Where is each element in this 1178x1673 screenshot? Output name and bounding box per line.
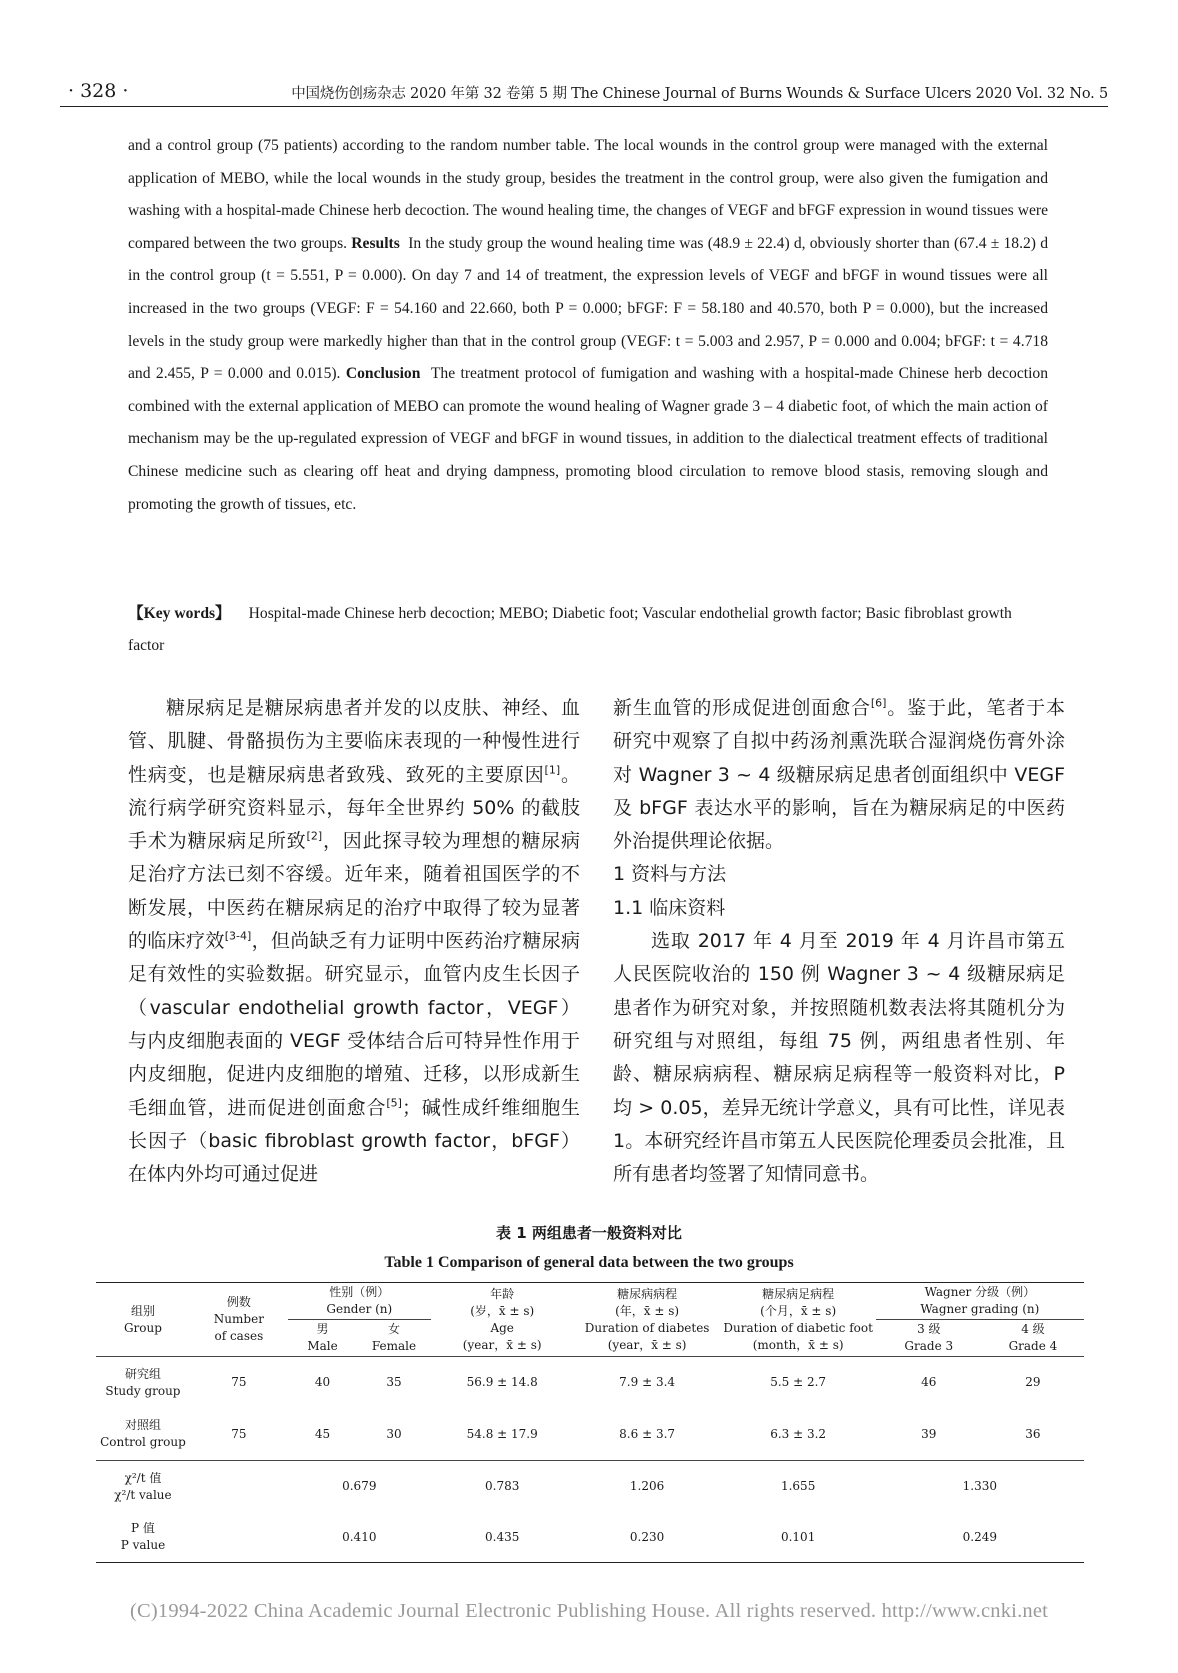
abstract-part1: and a control group (75 patients) according to the random number table. The local wounds in the control group were managed with the external application of MEBO, while the local wounds in the study group, besides the treatment in the control group, were also given the fumigation and washing with a hospital-made Chinese herb decoction. The wound healing time, the changes of VEGF and bFGF expression in wound tissues were compared between the two groups.: [128, 137, 1048, 252]
subsection-heading: 1.1 临床资料: [613, 896, 726, 919]
methods-paragraph: 选取 2017 年 4 月至 2019 年 4 月许昌市第五人民医院收治的 150 例 Wagner 3 ~ 4 级糖尿病足患者作为研究对象，并按照随机数表法将其随机分为研究组与对照组，每组 75 例，两组患者性别、年龄、糖尿病病程、糖尿病足病程等一般资料对比，P 均 > 0.05，差异无统计学意义，具有可比性，详见表 1。本研究经许昌市第五人民医院伦理委员会批准，且所有患者均签署了知情同意书。: [613, 930, 1065, 1186]
keywords-text: Hospital-made Chinese herb decoction; MEBO; Diabetic foot; Vascular endothelial growth factor; Basic fibroblast growth factor: [128, 605, 1012, 654]
cell-text: 糖尿病足病程 (个月，x̄ ± s) Duration of diabetic foot (month，x̄ ± s): [723, 1286, 873, 1352]
cell: 0.679: [288, 1461, 431, 1513]
keywords-label: 【Key words】: [128, 605, 231, 622]
citation: [6]: [870, 696, 887, 710]
results-label: Results: [351, 234, 400, 252]
cell: 0.101: [721, 1513, 876, 1563]
table-row: [96, 1513, 1084, 1563]
cell-text: 组别 Group: [123, 1303, 162, 1335]
cell-text: 例数 Number of cases: [213, 1295, 264, 1343]
abstract-part2: In the study group the wound healing time was (48.9 ± 22.4) d, obviously shorter than (67.4 ± 18.2) d in the control group (t = 5.551, P = 0.000). On day 7 and 14 of treatment, the expression levels of VEGF and bFGF in wound tissues were all increased in the two groups (VEGF: F = 54.160 and 22.660, both P = 0.000; bFGF: F = 58.180 and 40.570, both P = 0.000), but the increased levels in the study group were markedly higher than that in the control group (VEGF: t = 5.003 and 2.957, P = 0.000 and 0.004; bFGF: t = 4.718 and 2.455, P = 0.000 and 0.015).: [128, 234, 1048, 383]
cell: 5.5 ± 2.7: [721, 1357, 876, 1409]
general-data-table: [96, 1282, 1084, 1563]
cell: 56.9 ± 14.8: [431, 1357, 574, 1409]
citation: [2]: [306, 829, 323, 843]
body-column-left: [128, 692, 580, 1191]
row-label: χ²/t 值 χ²/t value: [96, 1461, 190, 1513]
text-run: 。鉴于此，笔者于本研究中观察了自拟中药汤剂熏洗联合湿润烧伤膏外涂对 Wagner 3 ~ 4 级糖尿病足患者创面组织中 VEGF 及 bFGF 表达水平的影响，旨在为糖尿病足的中医药外治提供理论依据。: [613, 697, 1065, 853]
th-grade3: [876, 1320, 982, 1357]
section-heading: 1 资料与方法: [613, 863, 727, 886]
cell: 0.783: [431, 1461, 574, 1513]
cell: 36: [1025, 1426, 1041, 1441]
cell-text: 性别（例） Gender (n): [326, 1285, 393, 1316]
cell: 54.8 ± 17.9: [466, 1426, 538, 1441]
cell: 1.330: [876, 1461, 1084, 1513]
th-female: [357, 1320, 430, 1357]
table-row: [96, 1409, 1084, 1461]
th-foot-duration: [721, 1283, 876, 1357]
row-label: P 值 P value: [96, 1513, 190, 1563]
cell: 0.249: [876, 1513, 1084, 1563]
th-grade4: [982, 1320, 1084, 1357]
row-label: 对照组 Control group: [100, 1418, 186, 1450]
table-caption-en: Table 1 Comparison of general data between the two groups: [384, 1254, 794, 1271]
th-age: [431, 1283, 574, 1357]
text-run: 。流行病学研究资料显示，每年全世界约 50% 的截肢手术为糖尿病足所致: [128, 763, 580, 853]
table-row: [96, 1357, 1084, 1409]
journal-title: 中国烧伤创疡杂志 2020 年第 32 卷第 5 期 The Chinese Journal of Burns Wounds & Surface Ulcers 2020 Vol. 32 No. 5: [291, 86, 1108, 102]
th-cases: [190, 1283, 288, 1357]
citation: [3-4]: [224, 929, 252, 943]
conclusion-label: Conclusion: [345, 365, 421, 383]
cell-text: 年龄 (岁，x̄ ± s) Age (year，x̄ ± s): [462, 1286, 542, 1352]
text-run: 糖尿病足是糖尿病患者并发的以皮肤、神经、血管、肌腱、骨骼损伤为主要临床表现的一种慢性进行性病变，也是糖尿病患者致残、致死的主要原因: [128, 697, 580, 786]
cell: 0.410: [288, 1513, 431, 1563]
citation: [5]: [386, 1096, 402, 1110]
cell: 6.3 ± 3.2: [770, 1426, 827, 1441]
cell: 39: [921, 1426, 937, 1441]
text-run: ，因此探寻较为理想的糖尿病足治疗方法已刻不容缓。近年来，随着祖国医学的不断发展，中医药在糖尿病足的治疗中取得了较为显著的临床疗效: [128, 830, 580, 953]
copyright-footer: (C)1994-2022 China Academic Journal Electronic Publishing House. All rights reserved. http://www.cnki.net: [129, 1600, 1049, 1622]
citation: [1]: [544, 763, 561, 777]
text-run: ；碱性成纤维细胞生长因子（basic fibroblast growth factor，bFGF）在体内外均可通过促进: [128, 1096, 580, 1186]
th-group: [96, 1283, 190, 1357]
cell: 30: [386, 1426, 402, 1441]
cell: 0.230: [574, 1513, 721, 1563]
row-label: 研究组 Study group: [96, 1357, 190, 1409]
cell: 0.435: [431, 1513, 574, 1563]
cell-text: 3 级 Grade 3: [904, 1322, 954, 1353]
th-diabetes-duration: [574, 1283, 721, 1357]
cell: 46: [876, 1357, 982, 1409]
cell: 7.9 ± 3.4: [574, 1357, 721, 1409]
intro-paragraph: [128, 692, 580, 1191]
text-run: 新生血管的形成促进创面愈合: [613, 697, 871, 719]
intro-paragraph-cont: [613, 692, 1065, 858]
keywords: [128, 598, 1048, 662]
cell-text: 4 级 Grade 4: [1008, 1322, 1058, 1353]
cell: 40: [288, 1357, 357, 1409]
cell-text: 糖尿病病程 (年，x̄ ± s) Duration of diabetes (year，x̄ ± s): [584, 1286, 710, 1352]
cell: 1.206: [574, 1461, 721, 1513]
abstract-part3: The treatment protocol of fumigation and washing with a hospital-made Chinese herb decoction combined with the external application of MEBO can promote the wound healing of Wagner grade 3 – 4 diabetic foot, of which the main action of mechanism may be the up-regulated expression of VEGF and bFGF in wound tissues, in addition to the dialectical treatment effects of traditional Chinese medicine such as clearing off heat and drying dampness, promoting blood circulation to remove blood stasis, removing slough and promoting the growth of tissues, etc.: [128, 365, 1049, 513]
cell: 45: [314, 1426, 331, 1441]
abstract-continuation: [128, 130, 1048, 521]
cell: 75: [190, 1357, 288, 1409]
cell: [190, 1461, 288, 1513]
cell-text: 女 Female: [371, 1322, 417, 1353]
table-caption-cn: 表 1 两组患者一般资料对比: [496, 1224, 682, 1242]
cell: [190, 1513, 288, 1563]
cell: 1.655: [721, 1461, 876, 1513]
body-column-right: [613, 692, 1065, 1191]
table-row: [96, 1461, 1084, 1513]
cell: 75: [231, 1426, 247, 1441]
cell-text: Wagner 分级（例） Wagner grading (n): [920, 1285, 1040, 1316]
th-wagner: [876, 1283, 1084, 1320]
th-male: [288, 1320, 357, 1357]
cell-text: 男 Male: [307, 1322, 338, 1353]
cell: 8.6 ± 3.7: [619, 1426, 676, 1441]
th-gender: [288, 1283, 431, 1320]
page-number: · 328 ·: [68, 80, 129, 102]
cell: 29: [982, 1357, 1084, 1409]
cell: 35: [357, 1357, 430, 1409]
running-header: [60, 80, 1108, 107]
text-run: ，但尚缺乏有力证明中医药治疗糖尿病足有效性的实验数据。研究显示，血管内皮生长因子（vascular endothelial growth factor，VEGF）与内皮细胞表面的 VEGF 受体结合后可特异性作用于内皮细胞，促进内皮细胞的增殖、迁移，以形成新生毛细血管，进而促进创面愈合: [128, 930, 580, 1119]
